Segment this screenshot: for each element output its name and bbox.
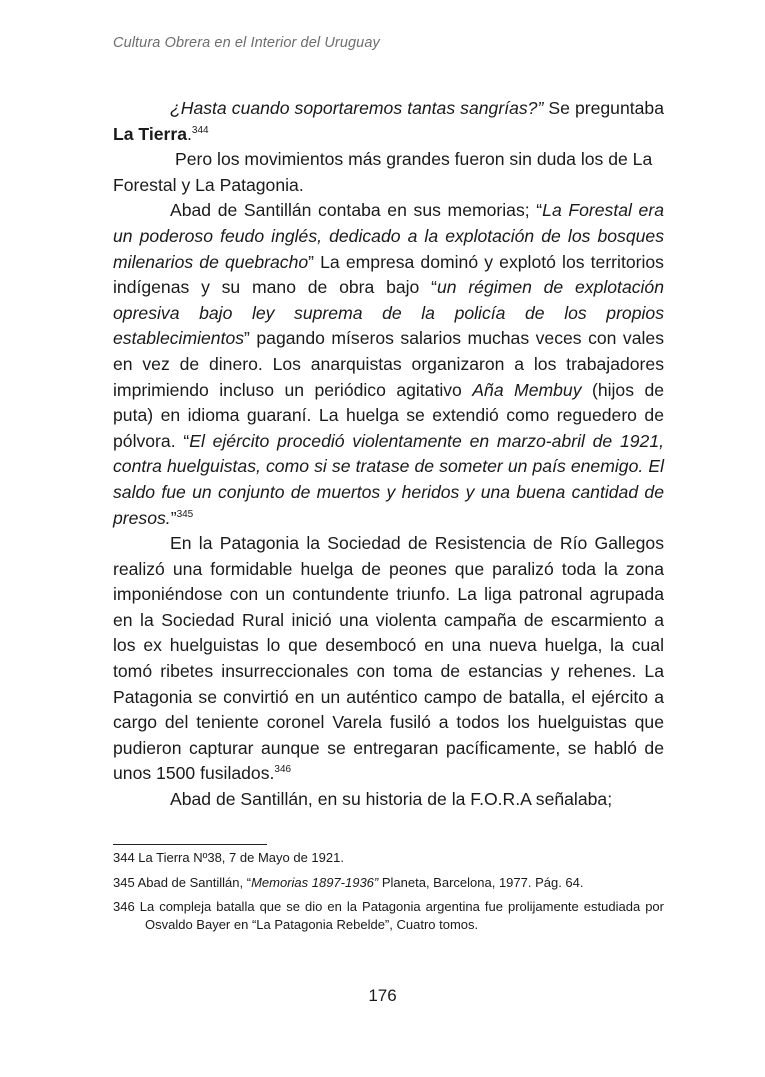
footnote-text: 345 Abad de Santillán, “: [113, 874, 252, 890]
paragraph-text: Se preguntaba: [543, 98, 664, 118]
footnotes: [113, 849, 664, 940]
footnote-text: Planeta, Barcelona, 1977. Pág. 64.: [378, 874, 584, 890]
paragraph-text: (hijos de puta) en idioma guaraní. La huelga se extendió como reguedero de pólvora. “: [113, 379, 665, 451]
footnote-ref-346: 346: [274, 764, 292, 776]
paragraph-text: .: [187, 123, 192, 144]
quote-text: La Forestal era un poderoso feudo inglés, dedicado a la explotación de los bosques milenarios de quebracho: [113, 200, 664, 272]
newspaper-name: La Tierra: [113, 123, 188, 144]
paragraph-5: Abad de Santillán, en su historia de la F.O.R.A señalaba;: [170, 789, 613, 810]
paragraph-text: ”: [170, 507, 177, 528]
paragraph-3: [113, 198, 664, 531]
footnote-345: [113, 874, 664, 892]
footnote-ref-344: 344: [191, 124, 209, 136]
quote-text: un régimen de explotación opresiva bajo ley suprema de la policía de los propios establecimientos: [113, 277, 664, 349]
paragraph-2: Pero los movimientos más grandes fueron sin duda los de La Forestal y La Patagonia.: [113, 149, 653, 195]
paragraph-text: Abad de Santillán contaba en sus memorias; “: [170, 200, 543, 221]
page-number: 176: [368, 986, 397, 1005]
paragraph-text: En la Patagonia la Sociedad de Resistencia de Río Gallegos realizó una formidable huelga de peones que paralizó toda la zona imponiéndose con un contundente triunfo. La liga patronal agrupada en la Sociedad Rural inició una violenta campaña de escarmiento a los ex huelguistas lo que desembocó en una nueva huelga, la cual tomó ribetes insurreccionales con toma de estancias y rehenes. La Patagonia se convirtió en un auténtico campo de batalla, el ejército a cargo del teniente coronel Varela fusiló a todos los huelguistas que pudieron capturar aunque se entregaran pacíficamente, se habló de unos 1500 fusilados.: [113, 533, 664, 784]
book-title: Memorias 1897-1936”: [251, 874, 379, 890]
paragraph-4: [113, 531, 664, 787]
newspaper-name: Aña Membuy: [472, 379, 582, 400]
footnote-ref-345: 345: [176, 508, 194, 520]
footnote-346: 346 La compleja batalla que se dio en la Patagonia argentina fue prolijamente estudiada por Osvaldo Bayer en “La Patagonia Rebelde”, Cuatro tomos.: [113, 899, 664, 932]
footnote-344: 344 La Tierra Nº38, 7 de Mayo de 1921.: [113, 850, 344, 865]
paragraph-text: ” La empresa dominó y explotó los territorios indígenas y su mano de obra bajo “: [113, 251, 664, 298]
paragraph-text: ” pagando míseros salarios muchas veces con vales en vez de dinero. Los anarquistas organizaron a los trabajadores imprimiendo incluso un periódico agitativo: [113, 328, 664, 400]
running-header: Cultura Obrera en el Interior del Uruguay: [113, 35, 380, 51]
quote-text: ¿Hasta cuando soportaremos tantas sangrías?”: [170, 98, 544, 118]
quote-text: El ejército procedió violentamente en marzo-abril de 1921, contra huelguistas, como si se tratase de someter un país enemigo. El saldo fue un conjunto de muertos y heridos y una buena cantidad de presos.: [113, 430, 664, 528]
footnote-separator: [113, 844, 267, 845]
paragraph-1: [113, 96, 664, 147]
body-text: [113, 96, 664, 813]
